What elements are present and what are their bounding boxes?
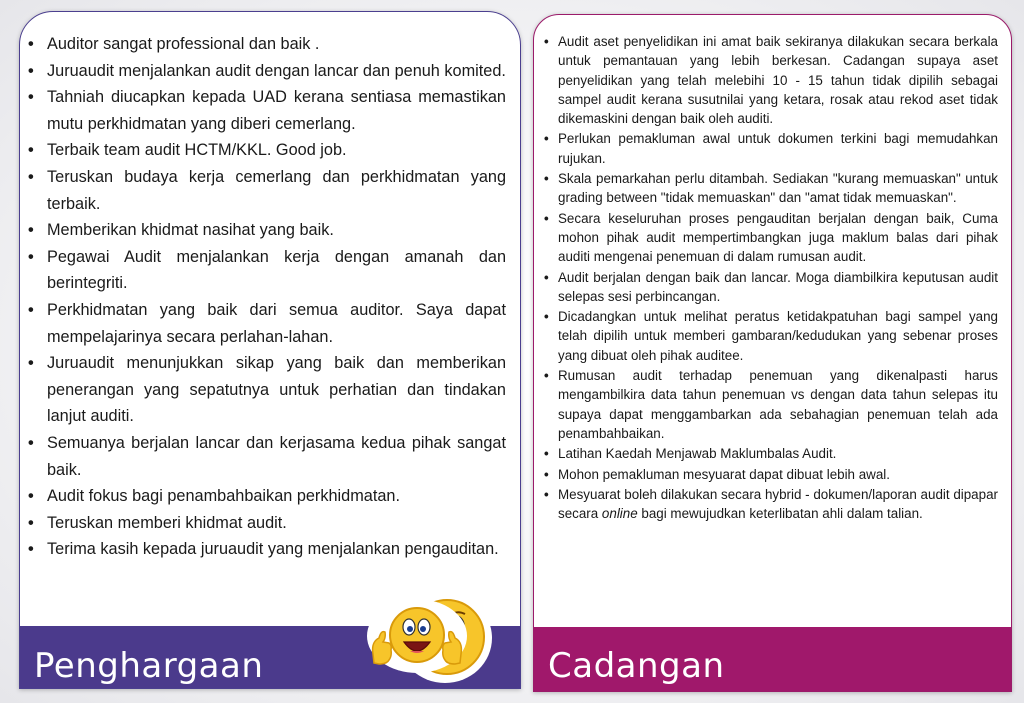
list-item: • Juruaudit menunjukkan sikap yang baik dan memberikan penerangan yang sepatutnya untuk perhatian dan tindakan lanjut auditi. xyxy=(28,354,506,426)
list-item: • Audit berjalan dengan baik dan lancar. Moga diambilkira keputusan audit selepas sesi perbincangan. xyxy=(544,269,998,304)
list-item: • Terbaik team audit HCTM/KKL. Good job. xyxy=(28,141,347,160)
list-item: • Teruskan budaya kerja cemerlang dan perkhidmatan yang terbaik. xyxy=(28,167,506,213)
suggestion-footer xyxy=(534,627,1011,691)
list-item: • Memberikan khidmat nasihat yang baik. xyxy=(28,221,334,240)
suggestion-list xyxy=(544,32,998,524)
list-item: • Pegawai Audit menjalankan kerja dengan amanah dan berintegriti. xyxy=(28,247,506,293)
list-item: • Audit fokus bagi penambahbaikan perkhidmatan. xyxy=(28,487,400,506)
list-item: • Terima kasih kepada juruaudit yang menjalankan pengauditan. xyxy=(28,540,499,559)
list-item: • Mesyuarat boleh dilakukan secara hybrid - dokumen/laporan audit dipapar secara online bagi mewujudkan keterlibatan ahli dalam talian. xyxy=(544,486,998,522)
list-item: • Tahniah diucapkan kepada UAD kerana sentiasa memastikan mutu perkhidmatan yang diberi cemerlang. xyxy=(28,88,506,133)
list-item: • Auditor sangat professional dan baik . xyxy=(28,35,320,53)
list-item: • Perkhidmatan yang baik dari semua auditor. Saya dapat mempelajarinya secara perlahan-lahan. xyxy=(28,300,506,346)
list-item: • Latihan Kaedah Menjawab Maklumbalas Audit. xyxy=(544,446,837,462)
list-item: • Audit aset penyelidikan ini amat baik sekiranya dilakukan secara berkala untuk pemantauan yang lebih berkesan. Cadangan supaya aset penyelidikan yang telah melebihi 10 - 15 tahun tidak dipilih sebagai sampel audit kerana susutnilai yang ketara, rosak atau rekod aset tidak dikemaskini dengan baik oleh auditi. xyxy=(544,34,998,127)
appreciation-list xyxy=(28,31,506,563)
list-item: • Teruskan memberi khidmat audit. xyxy=(28,513,287,532)
suggestion-card xyxy=(533,14,1012,692)
list-item: • Skala pemarkahan perlu ditambah. Sediakan "kurang memuaskan" untuk grading between "tidak memuaskan" dan "amat tidak memuaskan". xyxy=(544,171,998,206)
suggestion-title: Cadangan xyxy=(548,646,725,686)
double-thumbs-up-smiley-icon xyxy=(365,598,469,674)
list-item: • Perlukan pemakluman awal untuk dokumen terkini bagi memudahkan rujukan. xyxy=(544,131,998,166)
list-item: • Semuanya berjalan lancar dan kerjasama kedua pihak sangat baik. xyxy=(28,433,506,479)
list-item: • Mohon pemakluman mesyuarat dapat dibuat lebih awal. xyxy=(544,466,890,482)
list-item: • Juruaudit menjalankan audit dengan lancar dan penuh komited. xyxy=(28,61,506,80)
appreciation-title: Penghargaan xyxy=(34,646,264,686)
list-item: • Secara keseluruhan proses pengauditan berjalan dengan baik, Cuma mohon pihak audit mempertimbangkan juga maklum balas dari pihak auditi mengenai penemuan di dalam rumusan audit. xyxy=(544,210,998,265)
list-item: • Rumusan audit terhadap penemuan yang dikenalpasti harus mengambilkira data tahun penemuan vs dengan data tahun selepas itu supaya dapat menggambarkan ada sebahagian penemuan telah ada penambahbaikan. xyxy=(544,368,998,441)
list-item: • Dicadangkan untuk melihat peratus ketidakpatuhan bagi sampel yang telah dipilih untuk memberi gambaran/kedudukan yang sebenar proses yang dibuat oleh pihak auditee. xyxy=(544,309,998,363)
